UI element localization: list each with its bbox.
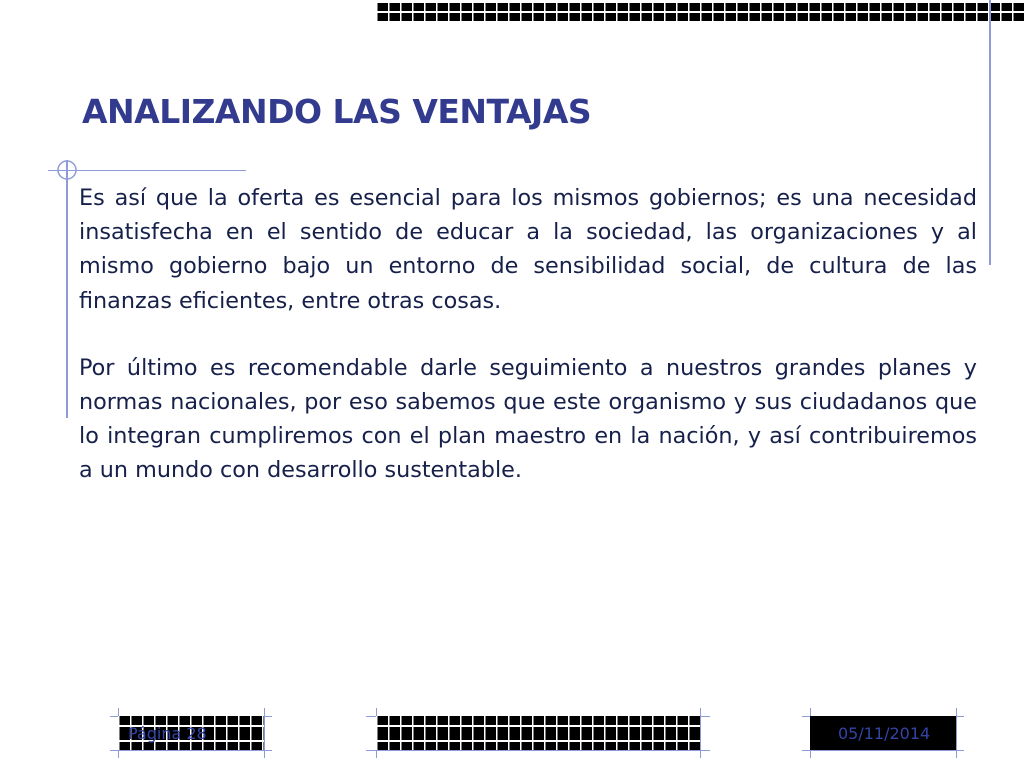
- footer-center-box: [376, 716, 700, 750]
- footer-mid-guide-v2: [700, 708, 701, 758]
- crosshair-icon: [52, 158, 82, 188]
- paragraph-2: Por último es recomendable darle seguimiento a nuestros grandes planes y normas nacionales, por eso sabemos que este organismo y sus ciudadanos que lo integran cumpliremos con el plan maestro en la nación, y así contribuiremos a un mundo con desarrollo sustentable.: [79, 354, 977, 484]
- left-vertical-rule: [66, 160, 68, 418]
- page-number: Página 28: [128, 724, 207, 743]
- footer-left-guide-bottom: [110, 750, 272, 751]
- footer-right-guide-bottom: [802, 750, 964, 751]
- top-decorative-strip: [376, 3, 1024, 21]
- footer-left-guide-v2: [264, 708, 265, 758]
- footer-mid-guide-bottom: [366, 750, 710, 751]
- paragraph-1: Es así que la oferta es esencial para los mismos gobiernos; es una necesidad insatisfecha en el sentido de educar a la sociedad, las organizaciones y al mismo gobierno bajo un entorno de sensibilidad social, de cultura de las finanzas eficientes, entre otras cosas.: [79, 185, 977, 314]
- right-vertical-rule: [989, 0, 991, 265]
- footer-right-guide-v2: [956, 708, 957, 758]
- slide-title: ANALIZANDO LAS VENTAJAS: [82, 92, 592, 131]
- slide-body: [79, 181, 977, 521]
- footer-date: 05/11/2014: [838, 724, 931, 743]
